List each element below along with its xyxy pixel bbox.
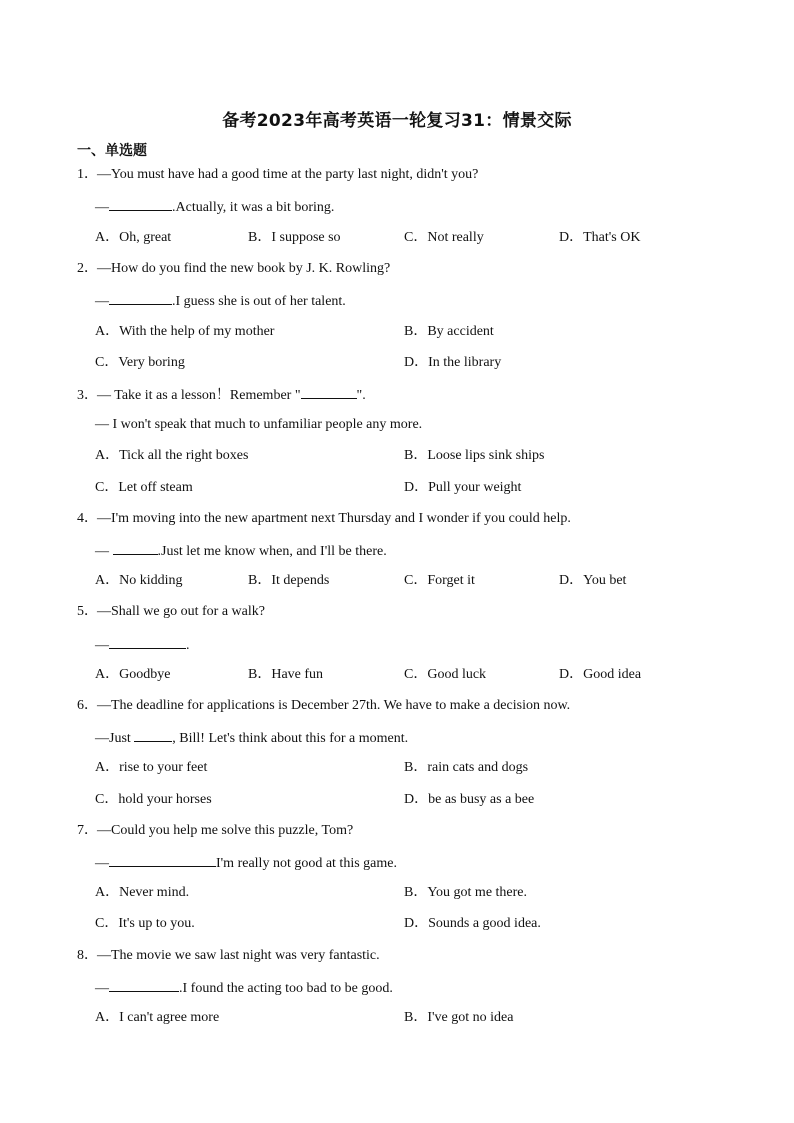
option-c[interactable]: C．It's up to you. [95, 916, 195, 931]
answer-blank [109, 291, 172, 305]
question-1 [77, 166, 478, 184]
option-b[interactable]: B．I suppose so [248, 230, 341, 245]
answer-blank [109, 197, 172, 211]
option-b[interactable]: B．rain cats and dogs [404, 760, 529, 775]
question-number: 1． [77, 167, 98, 182]
question-prompt: — Take it as a lesson！Remember " [97, 388, 301, 403]
question-number: 6． [77, 698, 98, 713]
option-a[interactable]: A．rise to your feet [95, 760, 208, 775]
response-text: .I guess she is out of her talent. [172, 294, 346, 309]
option-a[interactable]: A．I can't agree more [95, 1010, 220, 1025]
answer-blank [301, 385, 357, 399]
question-prompt-end: ". [356, 388, 366, 403]
option-d[interactable]: D．be as busy as a bee [404, 792, 535, 807]
option-c[interactable]: C．Very boring [95, 355, 185, 370]
option-d[interactable]: D．Good idea [559, 667, 642, 682]
question-number: 2． [77, 261, 98, 276]
answer-blank [109, 853, 216, 867]
question-5-response [95, 635, 190, 655]
answer-blank [109, 978, 179, 992]
question-prompt: —The deadline for applications is December 27th. We have to make a decision now. [97, 698, 571, 713]
response-prefix: — [95, 544, 113, 559]
answer-blank [113, 541, 158, 555]
option-a[interactable]: A．Never mind. [95, 885, 190, 900]
question-prompt: —Shall we go out for a walk? [97, 604, 265, 619]
question-6 [77, 697, 570, 715]
response-prefix: —Just [95, 731, 135, 746]
response-text: , Bill! Let's think about this for a moment. [172, 731, 409, 746]
question-number: 7． [77, 823, 98, 838]
option-a[interactable]: A．Tick all the right boxes [95, 448, 249, 463]
option-d[interactable]: D．You bet [559, 573, 627, 588]
option-b[interactable]: B．Loose lips sink ships [404, 448, 545, 463]
response-text: .I found the acting too bad to be good. [179, 981, 393, 996]
option-c[interactable]: C．Let off steam [95, 480, 193, 495]
question-7-response [95, 853, 397, 873]
option-c[interactable]: C．hold your horses [95, 792, 212, 807]
question-number: 5． [77, 604, 98, 619]
response-text: . [186, 638, 190, 653]
option-d[interactable]: D．Sounds a good idea. [404, 916, 541, 931]
option-a[interactable]: A．No kidding [95, 573, 183, 588]
question-number: 8． [77, 948, 98, 963]
question-2 [77, 260, 390, 278]
response-prefix: — [95, 638, 109, 653]
option-b[interactable]: B．You got me there. [404, 885, 528, 900]
option-a[interactable]: A．Oh, great [95, 230, 172, 245]
option-d[interactable]: D．That's OK [559, 230, 641, 245]
question-2-response [95, 291, 346, 311]
question-prompt: —How do you find the new book by J. K. Rowling? [97, 261, 391, 276]
question-number: 3． [77, 388, 98, 403]
question-prompt: —Could you help me solve this puzzle, Tom? [97, 823, 354, 838]
response-prefix: — [95, 981, 109, 996]
question-4 [77, 510, 571, 528]
question-3 [77, 385, 366, 405]
response-text: .Actually, it was a bit boring. [172, 200, 335, 215]
question-3-response: — I won't speak that much to unfamiliar people any more. [95, 417, 423, 432]
option-a[interactable]: A．Goodbye [95, 667, 171, 682]
response-prefix: — [95, 294, 109, 309]
answer-blank [134, 728, 172, 742]
question-8 [77, 947, 380, 965]
option-b[interactable]: B．Have fun [248, 667, 324, 682]
option-a[interactable]: A．With the help of my mother [95, 324, 275, 339]
option-c[interactable]: C．Not really [404, 230, 484, 245]
question-1-response [95, 197, 334, 217]
answer-blank [109, 635, 186, 649]
option-c[interactable]: C．Forget it [404, 573, 475, 588]
option-b[interactable]: B．By accident [404, 324, 494, 339]
option-b[interactable]: B．It depends [248, 573, 330, 588]
question-4-response [95, 541, 387, 561]
question-prompt: —You must have had a good time at the party last night, didn't you? [97, 167, 479, 182]
question-8-response [95, 978, 393, 998]
option-c[interactable]: C．Good luck [404, 667, 487, 682]
response-prefix: — [95, 856, 109, 871]
section-heading: 一、单选题 [77, 143, 147, 159]
question-prompt: —The movie we saw last night was very fantastic. [97, 948, 380, 963]
question-7 [77, 822, 353, 840]
response-prefix: — [95, 200, 109, 215]
page-title: 备考2023年高考英语一轮复习31：情景交际 [222, 111, 572, 131]
option-d[interactable]: D．In the library [404, 355, 502, 370]
response-text: .Just let me know when, and I'll be there. [157, 544, 387, 559]
option-d[interactable]: D．Pull your weight [404, 480, 522, 495]
question-6-response [95, 728, 408, 748]
response-text: I'm really not good at this game. [216, 856, 397, 871]
question-5 [77, 603, 265, 621]
question-prompt: —I'm moving into the new apartment next Thursday and I wonder if you could help. [97, 511, 571, 526]
question-number: 4． [77, 511, 98, 526]
option-b[interactable]: B．I've got no idea [404, 1010, 514, 1025]
